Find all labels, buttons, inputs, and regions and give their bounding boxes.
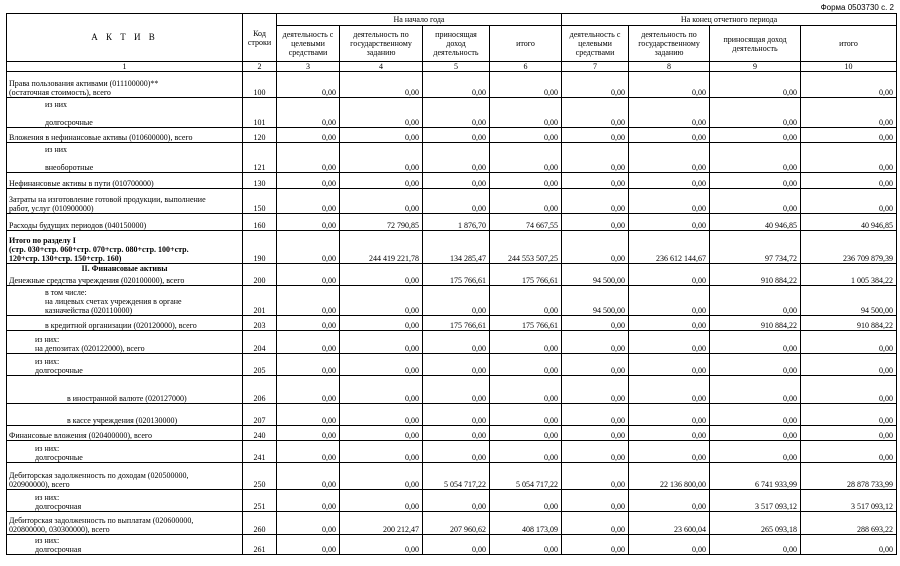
cell-value: 0,00	[629, 403, 710, 425]
cell-value: 0,00	[423, 489, 490, 511]
cell-value: 0,00	[629, 72, 710, 98]
row-label: из них: на депозитах (020122000), всего	[7, 330, 243, 353]
row-code: 190	[243, 231, 277, 264]
row-code: 204	[243, 330, 277, 353]
cell-value: 0,00	[423, 143, 490, 173]
row-label: Права пользования активами (011100000)** (остаточная стоимость), всего	[7, 72, 243, 98]
row-label: в кредитной организации (020120000), всего	[7, 315, 243, 330]
cell-value: 0,00	[340, 189, 423, 214]
cell-value: 0,00	[340, 534, 423, 554]
row-label: Денежные средства учреждения (020100000), всего	[7, 273, 243, 285]
subheader-col-8: деятельность по государственному заданию	[629, 26, 710, 62]
cell-value: 0,00	[710, 403, 801, 425]
subheader-col-7: деятельность с целевыми средствами	[562, 26, 629, 62]
cell-value: 0,00	[710, 98, 801, 128]
column-index: 9	[710, 62, 801, 72]
cell-value: 3 517 093,12	[710, 489, 801, 511]
cell-value: 0,00	[277, 462, 340, 489]
cell-value: 0,00	[710, 375, 801, 403]
header-asset: А К Т И В	[7, 14, 243, 62]
cell-value: 0,00	[277, 511, 340, 534]
cell-value: 0,00	[490, 403, 562, 425]
cell-value: 0,00	[423, 98, 490, 128]
row-code: 130	[243, 173, 277, 189]
row-label: из них: долгосрочная	[7, 489, 243, 511]
cell-value: 0,00	[277, 214, 340, 231]
row-code: 250	[243, 462, 277, 489]
cell-value	[562, 264, 629, 274]
cell-value: 28 878 733,99	[801, 462, 897, 489]
cell-value: 22 136 800,00	[629, 462, 710, 489]
cell-value: 0,00	[629, 285, 710, 315]
subheader-col-5: приносящая доход деятельность	[423, 26, 490, 62]
table-row	[7, 231, 897, 264]
row-code: 120	[243, 128, 277, 143]
cell-value: 0,00	[562, 425, 629, 440]
cell-value: 0,00	[340, 128, 423, 143]
cell-value: 0,00	[277, 231, 340, 264]
cell-value: 0,00	[277, 489, 340, 511]
cell-value: 0,00	[277, 330, 340, 353]
cell-value: 0,00	[629, 173, 710, 189]
cell-value: 94 500,00	[562, 285, 629, 315]
cell-value: 0,00	[277, 128, 340, 143]
cell-value: 0,00	[562, 489, 629, 511]
table-row	[7, 273, 897, 285]
cell-value: 6 741 933,99	[710, 462, 801, 489]
cell-value: 0,00	[277, 425, 340, 440]
table-row	[7, 173, 897, 189]
cell-value: 0,00	[710, 425, 801, 440]
cell-value: 0,00	[423, 285, 490, 315]
row-label: Вложения в нефинансовые активы (010600000), всего	[7, 128, 243, 143]
cell-value: 94 500,00	[562, 273, 629, 285]
table-row	[7, 353, 897, 375]
cell-value: 0,00	[801, 189, 897, 214]
cell-value: 0,00	[801, 143, 897, 173]
cell-value: 0,00	[490, 143, 562, 173]
subheader-col-10: итого	[801, 26, 897, 62]
cell-value: 0,00	[629, 425, 710, 440]
cell-value: 0,00	[801, 128, 897, 143]
column-index: 8	[629, 62, 710, 72]
cell-value: 0,00	[629, 315, 710, 330]
cell-value: 0,00	[490, 173, 562, 189]
table-row	[7, 98, 897, 128]
cell-value: 134 285,47	[423, 231, 490, 264]
row-label: Затраты на изготовление готовой продукции, выполнение работ, услуг (010900000)	[7, 189, 243, 214]
column-index: 10	[801, 62, 897, 72]
balance-asset-table	[6, 13, 897, 555]
row-code: 150	[243, 189, 277, 214]
cell-value: 0,00	[710, 330, 801, 353]
cell-value: 0,00	[801, 403, 897, 425]
cell-value	[340, 264, 423, 274]
cell-value: 0,00	[801, 425, 897, 440]
cell-value: 0,00	[629, 330, 710, 353]
cell-value: 0,00	[629, 353, 710, 375]
cell-value: 0,00	[710, 72, 801, 98]
cell-value	[710, 264, 801, 274]
cell-value: 0,00	[562, 214, 629, 231]
cell-value: 0,00	[277, 353, 340, 375]
row-code: 200	[243, 273, 277, 285]
row-label: из них внеоборотные	[7, 143, 243, 173]
cell-value: 0,00	[562, 231, 629, 264]
row-code: 101	[243, 98, 277, 128]
cell-value: 175 766,61	[490, 315, 562, 330]
cell-value: 0,00	[490, 353, 562, 375]
table-row	[7, 264, 897, 274]
subheader-col-4: деятельность по государственному заданию	[340, 26, 423, 62]
column-index: 2	[243, 62, 277, 72]
cell-value: 0,00	[340, 143, 423, 173]
cell-value: 175 766,61	[423, 315, 490, 330]
cell-value: 0,00	[562, 72, 629, 98]
row-label: из них: долгосрочная	[7, 534, 243, 554]
cell-value: 408 173,09	[490, 511, 562, 534]
column-index: 4	[340, 62, 423, 72]
cell-value: 1 005 384,22	[801, 273, 897, 285]
cell-value: 0,00	[562, 173, 629, 189]
table-row	[7, 511, 897, 534]
cell-value: 0,00	[423, 403, 490, 425]
cell-value: 0,00	[629, 489, 710, 511]
table-row	[7, 489, 897, 511]
subheader-col-9: приносящая доход деятельность	[710, 26, 801, 62]
cell-value: 0,00	[562, 511, 629, 534]
cell-value: 0,00	[629, 273, 710, 285]
cell-value: 0,00	[340, 330, 423, 353]
row-label: Итого по разделу I (стр. 030+стр. 060+стр. 070+стр. 080+стр. 100+стр. 120+стр. 130+стр. 150+стр. 160)	[7, 231, 243, 264]
cell-value: 0,00	[710, 189, 801, 214]
cell-value: 0,00	[629, 375, 710, 403]
column-index: 7	[562, 62, 629, 72]
cell-value: 0,00	[629, 534, 710, 554]
cell-value: 0,00	[423, 375, 490, 403]
cell-value: 0,00	[490, 440, 562, 462]
row-label: в кассе учреждения (020130000)	[7, 403, 243, 425]
cell-value: 0,00	[277, 315, 340, 330]
table-row	[7, 285, 897, 315]
cell-value: 0,00	[801, 330, 897, 353]
cell-value: 3 517 093,12	[801, 489, 897, 511]
row-label: Финансовые вложения (020400000), всего	[7, 425, 243, 440]
cell-value: 0,00	[340, 462, 423, 489]
cell-value: 0,00	[277, 72, 340, 98]
table-row	[7, 128, 897, 143]
cell-value: 0,00	[801, 72, 897, 98]
table-row	[7, 315, 897, 330]
cell-value: 0,00	[801, 353, 897, 375]
row-label: из них: долгосрочные	[7, 440, 243, 462]
cell-value: 0,00	[423, 330, 490, 353]
row-label: Нефинансовые активы в пути (010700000)	[7, 173, 243, 189]
cell-value: 72 790,85	[340, 214, 423, 231]
cell-value: 0,00	[277, 375, 340, 403]
cell-value: 0,00	[801, 534, 897, 554]
cell-value: 0,00	[629, 128, 710, 143]
cell-value: 175 766,61	[490, 273, 562, 285]
header-code: Код строки	[243, 14, 277, 62]
cell-value: 40 946,85	[710, 214, 801, 231]
cell-value: 0,00	[490, 285, 562, 315]
cell-value: 0,00	[629, 189, 710, 214]
cell-value: 0,00	[801, 440, 897, 462]
row-label: Дебиторская задолженность по доходам (020500000, 020900000), всего	[7, 462, 243, 489]
cell-value: 0,00	[277, 440, 340, 462]
row-code: 251	[243, 489, 277, 511]
cell-value: 0,00	[710, 143, 801, 173]
cell-value: 0,00	[490, 98, 562, 128]
cell-value: 0,00	[340, 425, 423, 440]
table-row	[7, 189, 897, 214]
cell-value: 0,00	[340, 489, 423, 511]
cell-value: 0,00	[423, 128, 490, 143]
table-row	[7, 214, 897, 231]
table-row	[7, 462, 897, 489]
row-label: Дебиторская задолженность по выплатам (020600000, 020800000, 030300000), всего	[7, 511, 243, 534]
cell-value: 910 884,22	[801, 315, 897, 330]
table-row	[7, 143, 897, 173]
cell-value	[801, 264, 897, 274]
cell-value: 0,00	[340, 375, 423, 403]
cell-value: 0,00	[277, 534, 340, 554]
column-index: 6	[490, 62, 562, 72]
cell-value: 97 734,72	[710, 231, 801, 264]
cell-value: 0,00	[562, 128, 629, 143]
row-code: 201	[243, 285, 277, 315]
cell-value: 0,00	[710, 173, 801, 189]
cell-value: 0,00	[340, 440, 423, 462]
cell-value: 0,00	[277, 189, 340, 214]
row-code: 240	[243, 425, 277, 440]
cell-value: 0,00	[490, 128, 562, 143]
cell-value: 0,00	[423, 72, 490, 98]
row-code: 100	[243, 72, 277, 98]
cell-value: 0,00	[562, 330, 629, 353]
cell-value: 0,00	[710, 353, 801, 375]
row-code: 205	[243, 353, 277, 375]
cell-value: 0,00	[490, 534, 562, 554]
cell-value: 0,00	[801, 98, 897, 128]
cell-value: 0,00	[562, 143, 629, 173]
cell-value: 0,00	[490, 489, 562, 511]
cell-value: 0,00	[562, 375, 629, 403]
row-code: 203	[243, 315, 277, 330]
cell-value: 0,00	[340, 285, 423, 315]
subheader-col-6: итого	[490, 26, 562, 62]
cell-value: 200 212,47	[340, 511, 423, 534]
cell-value: 0,00	[340, 98, 423, 128]
cell-value: 0,00	[629, 143, 710, 173]
cell-value: 288 693,22	[801, 511, 897, 534]
cell-value: 0,00	[423, 425, 490, 440]
cell-value: 5 054 717,22	[423, 462, 490, 489]
table-row	[7, 72, 897, 98]
table-row	[7, 330, 897, 353]
cell-value: 0,00	[423, 440, 490, 462]
table-row	[7, 403, 897, 425]
header-begin-of-year: На начало года	[277, 14, 562, 26]
cell-value: 0,00	[562, 534, 629, 554]
cell-value: 0,00	[423, 173, 490, 189]
cell-value: 0,00	[423, 189, 490, 214]
cell-value: 0,00	[340, 273, 423, 285]
cell-value: 175 766,61	[423, 273, 490, 285]
row-code: 261	[243, 534, 277, 554]
table-row	[7, 440, 897, 462]
cell-value: 0,00	[562, 462, 629, 489]
cell-value: 0,00	[340, 315, 423, 330]
row-label: Расходы будущих периодов (040150000)	[7, 214, 243, 231]
cell-value: 0,00	[801, 375, 897, 403]
cell-value: 265 093,18	[710, 511, 801, 534]
cell-value: 0,00	[710, 534, 801, 554]
row-label: из них: долгосрочные	[7, 353, 243, 375]
cell-value	[490, 264, 562, 274]
cell-value: 244 419 221,78	[340, 231, 423, 264]
cell-value: 207 960,62	[423, 511, 490, 534]
subheader-col-3: деятельность с целевыми средствами	[277, 26, 340, 62]
row-label: II. Финансовые активы	[7, 264, 243, 274]
form-code: Форма 0503730 с. 2	[820, 3, 894, 12]
cell-value: 0,00	[277, 285, 340, 315]
cell-value: 0,00	[490, 425, 562, 440]
row-code	[243, 264, 277, 274]
header-end-of-period: На конец отчетного периода	[562, 14, 897, 26]
cell-value: 40 946,85	[801, 214, 897, 231]
cell-value: 0,00	[340, 173, 423, 189]
cell-value: 0,00	[423, 353, 490, 375]
cell-value: 910 884,22	[710, 315, 801, 330]
row-code: 206	[243, 375, 277, 403]
cell-value: 94 500,00	[801, 285, 897, 315]
cell-value: 0,00	[562, 315, 629, 330]
cell-value: 0,00	[562, 98, 629, 128]
table-row	[7, 375, 897, 403]
cell-value: 0,00	[629, 98, 710, 128]
cell-value: 0,00	[490, 72, 562, 98]
cell-value	[629, 264, 710, 274]
row-code: 260	[243, 511, 277, 534]
cell-value: 0,00	[277, 173, 340, 189]
table-row	[7, 534, 897, 554]
row-code: 207	[243, 403, 277, 425]
cell-value: 5 054 717,22	[490, 462, 562, 489]
cell-value: 0,00	[490, 375, 562, 403]
cell-value: 236 612 144,67	[629, 231, 710, 264]
cell-value: 1 876,70	[423, 214, 490, 231]
cell-value: 0,00	[340, 353, 423, 375]
table-row	[7, 425, 897, 440]
row-code: 121	[243, 143, 277, 173]
cell-value: 0,00	[277, 98, 340, 128]
row-label: из них долгосрочные	[7, 98, 243, 128]
cell-value: 0,00	[490, 189, 562, 214]
cell-value: 0,00	[423, 534, 490, 554]
cell-value: 236 709 879,39	[801, 231, 897, 264]
column-index: 3	[277, 62, 340, 72]
cell-value: 0,00	[562, 440, 629, 462]
cell-value: 0,00	[801, 173, 897, 189]
cell-value: 910 884,22	[710, 273, 801, 285]
cell-value: 244 553 507,25	[490, 231, 562, 264]
row-code: 160	[243, 214, 277, 231]
row-label: в том числе: на лицевых счетах учреждения в органе казначейства (020110000)	[7, 285, 243, 315]
cell-value: 0,00	[490, 330, 562, 353]
cell-value: 0,00	[340, 72, 423, 98]
cell-value: 0,00	[562, 403, 629, 425]
column-index: 5	[423, 62, 490, 72]
cell-value: 0,00	[340, 403, 423, 425]
cell-value: 0,00	[629, 214, 710, 231]
cell-value: 0,00	[562, 189, 629, 214]
row-code: 241	[243, 440, 277, 462]
cell-value: 0,00	[562, 353, 629, 375]
cell-value	[277, 264, 340, 274]
cell-value: 0,00	[277, 143, 340, 173]
cell-value: 0,00	[277, 273, 340, 285]
cell-value	[423, 264, 490, 274]
cell-value: 0,00	[710, 128, 801, 143]
column-index: 1	[7, 62, 243, 72]
cell-value: 0,00	[277, 403, 340, 425]
cell-value: 0,00	[710, 285, 801, 315]
cell-value: 23 600,04	[629, 511, 710, 534]
cell-value: 0,00	[710, 440, 801, 462]
row-label: в иностранной валюте (020127000)	[7, 375, 243, 403]
cell-value: 74 667,55	[490, 214, 562, 231]
cell-value: 0,00	[629, 440, 710, 462]
